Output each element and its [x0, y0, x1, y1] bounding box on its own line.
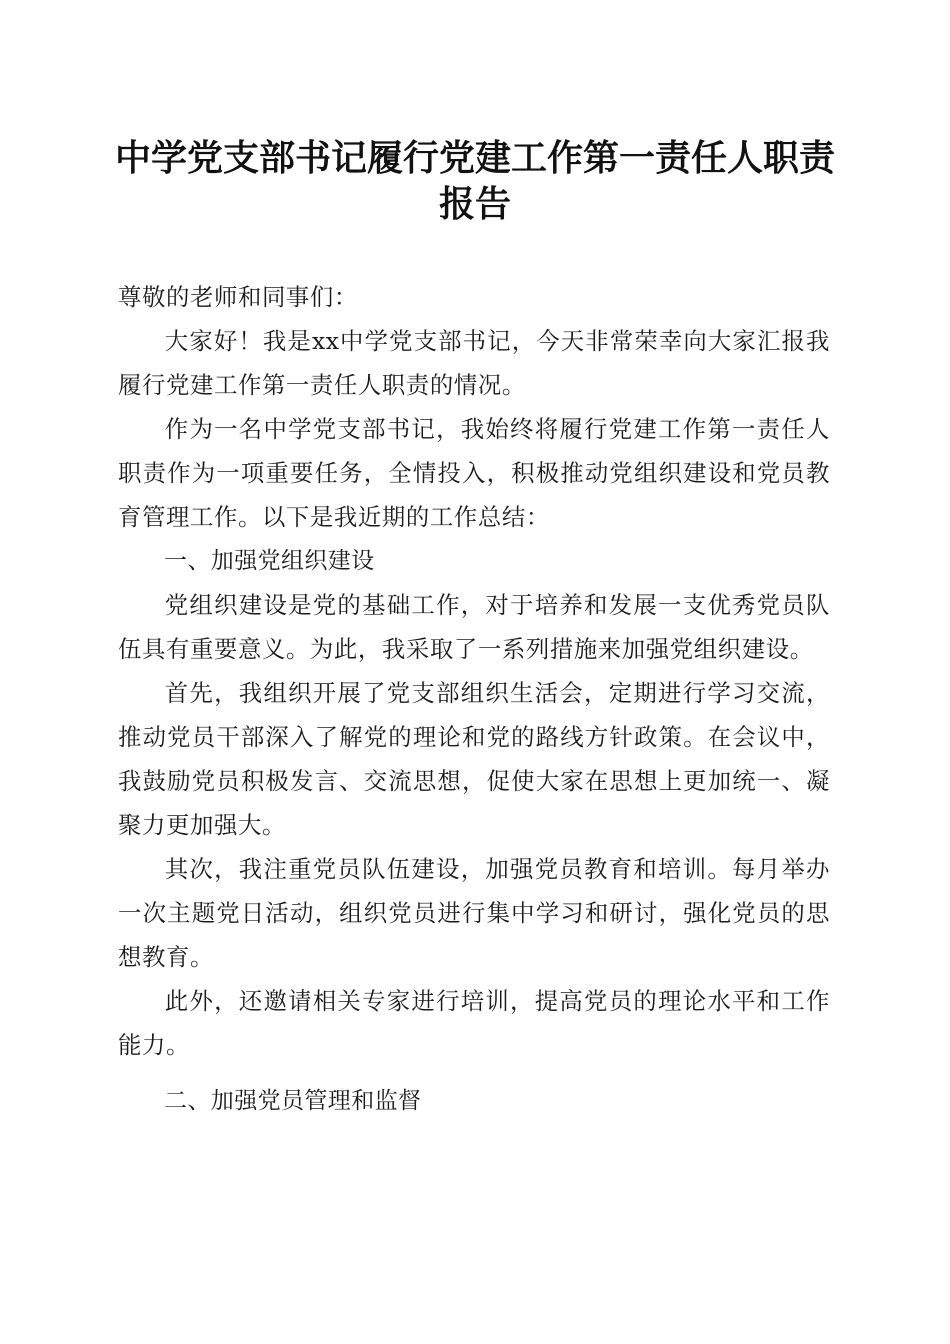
title-line-2: 报告: [438, 183, 511, 225]
document-body: [118, 275, 830, 1123]
salutation: 尊敬的老师和同事们：: [118, 283, 358, 311]
paragraph: 党组织建设是党的基础工作，对于培养和发展一支优秀党员队伍具有重要意义。为此，我采取了一系列措施来加强党组织建设。: [118, 591, 830, 663]
paragraph-intro: 作为一名中学党支部书记，我始终将履行党建工作第一责任人职责作为一项重要任务，全情投入，积极推动党组织建设和党员教育管理工作。以下是我近期的工作总结：: [118, 415, 830, 531]
section-heading-2: 二、加强党员管理和监督: [164, 1088, 422, 1114]
paragraph: 其次，我注重党员队伍建设，加强党员教育和培训。每月举办一次主题党日活动，组织党员进行集中学习和研讨，强化党员的思想教育。: [118, 855, 830, 971]
paragraph-greeting: 大家好！我是xx中学党支部书记，今天非常荣幸向大家汇报我履行党建工作第一责任人职责的情况。: [118, 327, 830, 399]
section-heading-1: 一、加强党组织建设: [164, 548, 375, 574]
title-line-1: 中学党支部书记履行党建工作第一责任人职责: [114, 137, 835, 179]
paragraph: 首先，我组织开展了党支部组织生活会，定期进行学习交流，推动党员干部深入了解党的理论和党的路线方针政策。在会议中，我鼓励党员积极发言、交流思想，促使大家在思想上更加统一、凝聚力更加强大。: [118, 679, 830, 839]
paragraph: 此外，还邀请相关专家进行培训，提高党员的理论水平和工作能力。: [118, 987, 830, 1059]
page-title: [100, 135, 850, 227]
